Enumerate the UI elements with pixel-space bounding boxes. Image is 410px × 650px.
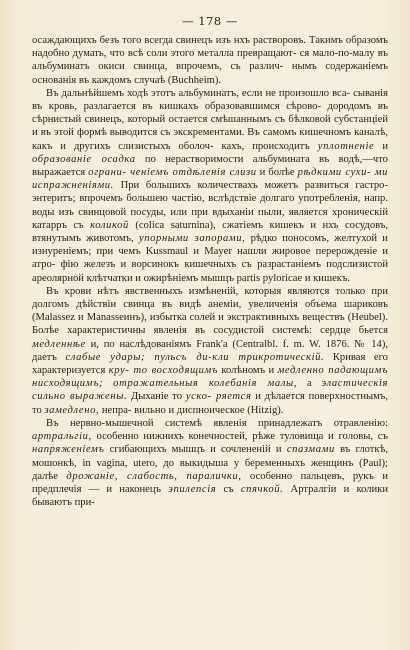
text-run: по нерастворимости альбумината въ водѣ,—что выражается (32, 153, 388, 179)
text-run: и (374, 140, 388, 152)
emphasized-text: напряженіемъ (32, 444, 105, 456)
paragraph-p3 (32, 285, 388, 417)
text-run: особенно пальцевъ, рукъ и предплечія — и наконецъ (32, 470, 388, 495)
text-run: рѣдко поносомъ, желтухой и изнуреніемъ; при чемъ Kussmaul и Mayer нашли жировое перерожденіе и атро- фію железъ и ворсинокъ кишечныхъ съ разрастаніемъ подслизистой ареолярной клѣтчатки и ожирѣніемъ мышцъ partis pyloricae и кишекъ. (32, 233, 388, 284)
text-run: При большихъ количествахъ можетъ развиться гастро-энтеритъ; впрочемъ большею частію, вслѣдствіе долгаго употребленія, напр. воды изъ свинцовой посуды, или при вдыханіи пыли, является хроническій катарръ съ (32, 180, 388, 231)
emphasized-text: дрожаніе, слабость, паралички, (66, 470, 242, 482)
emphasized-text: образованіе осадка (32, 153, 136, 165)
emphasized-text: отражательныя колебанія малы, (113, 378, 298, 390)
text-run: осаждающихъ безъ того всегда свинецъ изъ нхъ растворовъ. Такимъ образомъ надобно думать, что всѣ соли этого металла превращают- ся мало-по-малу въ альбуминатъ окиси свинца, впрочемъ, съ различ- нымъ содержаніемъ основанія въ каждомъ случаѣ (Buchheim). (32, 35, 388, 86)
emphasized-text: артральгіи, (32, 431, 92, 443)
text-run: Въ нервно-мышечной системѣ явленія принадлежатъ отравленію: (46, 417, 388, 429)
body-text (32, 34, 388, 509)
page-number: — 178 — (182, 14, 238, 28)
text-run: и дѣлается поверхностнымъ, то (32, 391, 388, 416)
emphasized-text: замедлено, (44, 404, 100, 416)
text-run: сгибающихъ мышцъ и сочлененій и (104, 444, 287, 456)
emphasized-text: слабые удары; пульсъ ди-кли трикротическій. (65, 351, 325, 363)
emphasized-text: уско- ряется (185, 391, 252, 403)
emphasized-text: уплотненіе (317, 140, 375, 152)
emphasized-text: рѣдкими сухи- ми испражненіями. (32, 167, 388, 192)
text-run: особенно нижнихъ конечностей, рѣже туловища и головы, съ (91, 431, 388, 443)
emphasized-text: эпилепсія (168, 483, 217, 495)
text-run: Въ дальнѣйшемъ ходѣ этотъ альбуминатъ, если не произошло вса- сыванія въ кровь, разлагается въ кишкахъ образовавшимся сѣрово- дородомъ въ сѣрнистый свинецъ, который остается смѣшаннымъ съ бѣлковой субстанціей и въ этой формѣ выводится съ экскрементами. Въ самомъ кишечномъ каналѣ, какъ и другихъ слизистыхъ оболоч- кахъ, происходитъ (32, 87, 388, 152)
paragraph-p2 (32, 87, 388, 285)
text-run: и, по наслѣдованіямъ Frank'a (Centralbl. f. m. W. 1876. № 14), даетъ (32, 338, 388, 363)
emphasized-text: коликой (90, 219, 129, 231)
emphasized-text: эластическія сильно выражены. (32, 378, 388, 403)
text-run: Въ крови нѣтъ явственныхъ измѣненій, которыя являются только при долгомъ дѣйствіи свинца въ видѣ анеміи, увеличенія объема шариковъ (Malassez и Manasseинъ), избытка солей и экстрактивныхъ веществъ (Heubel). Болѣе характеристичны явленія въ сосудистой системѣ: сердце бьется (32, 285, 388, 337)
text-run: Кривая его характеризуется (32, 351, 388, 377)
text-run: а (297, 378, 322, 390)
paragraph-p4 (32, 417, 388, 509)
paragraph-p1 (32, 34, 388, 87)
text-run: Дыханіе то (127, 391, 186, 403)
emphasized-text: медленно падающимъ нисходящимъ; (32, 365, 388, 390)
text-run: колѣномъ и (217, 365, 278, 377)
emphasized-text: спазмами (286, 444, 335, 456)
text-run (103, 378, 113, 389)
text-run: и болѣе (256, 167, 298, 179)
emphasized-text: медленнѣе (32, 338, 86, 350)
text-run: въ глоткѣ, мошонкѣ, in vagina, utero, до выкидыша у беременныхъ женщинъ (Paul); далѣе (32, 444, 388, 482)
emphasized-text: кру- то восходящимъ (108, 365, 218, 377)
text-run: съ (216, 483, 241, 495)
emphasized-text: спячкой. (240, 483, 284, 495)
emphasized-text: ограни- ченіемъ отдѣленія слизи (88, 167, 257, 179)
emphasized-text: упорными запорами, (138, 233, 246, 245)
text-run: (colica saturnina), сжатіемъ кишекъ и нхъ сосудовъ, втянутымъ животомъ, (32, 219, 388, 245)
text-run: непра- вильно и диспноическое (Hitzig). (99, 404, 284, 416)
text-run: Артралгіи и колики бываютъ при- (32, 483, 388, 509)
